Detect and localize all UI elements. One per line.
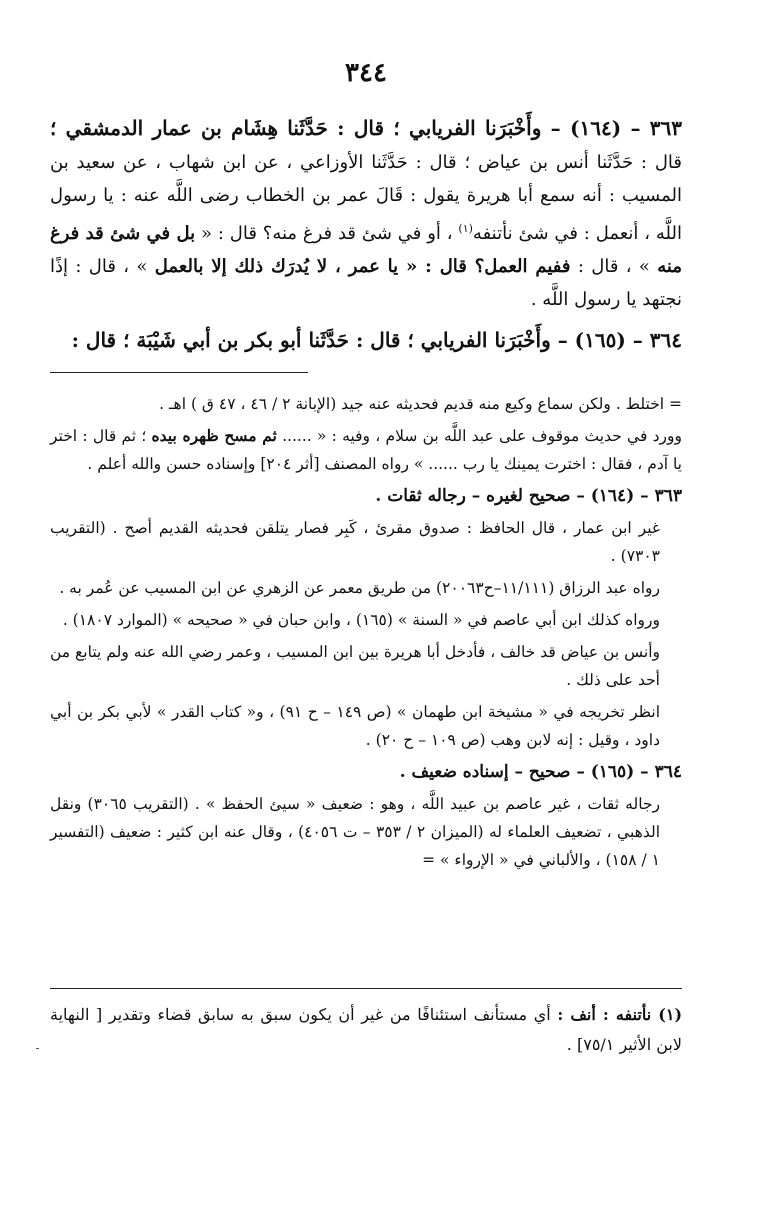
notes-separator <box>50 372 308 373</box>
note-363-a: غير ابن عمار ، قال الحافظ : صدوق مقرئ ، كَبِر فصار يتلقن فحديثه القديم أصح . (التقريب ٧٣٠٣) . <box>50 519 660 565</box>
book-page <box>50 0 682 1213</box>
note-363-e: انظر تخريجه في « مشيخة ابن طهمان » (ص ١٤٩ – ح ٩١) ، و« كتاب القدر » لأبي بكر بن أبي داود ، وقيل : إنه لابن وهب (ص ١٠٩ – ح ٢٠) . <box>50 703 660 749</box>
note-363-c: ورواه كذلك ابن أبي عاصم في « السنة » (١٦٥) ، وابن حبان في « صحيحه » (الموارد ١٨٠٧) . <box>62 611 660 629</box>
hadith-363-body: قال : حَدَّثَنا أنس بن عياض ؛ قال : حَدَّثَنا الأوزاعي ، عن ابن شهاب ، عن سعيد بن المسيب : أنه سمع أبا هريرة يقول : قَالَ عمر بن الخطاب رضى اللَّه عنه : يا رسول اللَّه ، أنعمل : في شئ نأتنفه <box>50 152 683 244</box>
hadith-363-bold1: بل في شئ قد فرغ منه <box>50 223 682 277</box>
note-363-d: وأنس بن عياض قد خالف ، فأدخل أبا هريرة بين ابن المسيب ، وعمر رضي الله عنه ولم يتابع من أحد على ذلك . <box>50 643 660 689</box>
note-363-b: رواه عبد الرزاق (١١/١١١–ح٢٠٠٦٣) من طريق معمر عن الزهري عن ابن المسيب عن عُمر به . <box>59 579 660 597</box>
note-warad <box>50 422 682 478</box>
hadith-363 <box>50 112 682 316</box>
scan-speck <box>36 1048 39 1049</box>
note-warad-a: وورد في حديث موقوف على عبد اللَّه بن سلام ، وفيه : « ...... <box>276 427 682 445</box>
page-number: ٣٤٤ <box>345 58 387 88</box>
note-warad-b: ؛ ثم قال : اختر يا آدم ، فقال : اخترت يمينك يا رب ...... » رواه المصنف [أثر ٢٠٤] وإسناده حسن والله أعلم . <box>50 427 682 473</box>
hadith-363-q3: » ، قال : إذًا نجتهد يا رسول اللَّه . <box>50 256 682 310</box>
note-363-heading: ٣٦٣ – (١٦٤) – صحيح لغيره – رجاله ثقات . <box>375 486 682 506</box>
main-text <box>50 112 682 365</box>
hadith-363-heading: ٣٦٣ – (١٦٤) – وأَخْبَرَنا الفريابي ؛ قال : حَدَّثَنا هِشَام بن عمار الدمشقي ؛ <box>50 116 683 140</box>
footnote-term: أنف : <box>557 1005 596 1024</box>
hadith-363-bold2: ففيم العمل؟ قال : « يا عمر ، لا يُدرَك ذلك إلا بالعمل <box>154 256 571 277</box>
footnote-1 <box>50 1000 682 1060</box>
hadith-363-q1: ، أو في شئ قد فرغ منه؟ قال : « <box>195 223 459 244</box>
note-continuation: = اختلط . ولكن سماع وكيع منه قديم فحديثه عنه جيد (الإبانة ٢ / ٤٦ ، ٤٧ ق ) اهـ . <box>159 395 682 413</box>
note-364-a: رجاله ثقات ، غير عاصم بن عبيد اللَّه ، وهو : ضعيف « سيئ الحفظ » . (التقريب ٣٠٦٥) ونقل الذهبي ، تضعيف العلماء له (الميزان ٢ / ٣٥٣ – ت ٤٠٥٦) ، وقال عنه ابن كثير : ضعيف (التفسير ١ / ١٥٨) ، والألباني في « الإرواء » = <box>50 795 660 869</box>
hadith-363-q2: » ، قال : <box>570 256 658 277</box>
note-364-heading: ٣٦٤ – (١٦٥) – صحيح – إسناده ضعيف . <box>399 762 682 782</box>
hadith-364-heading: ٣٦٤ – (١٦٥) – وأَخْبَرَنا الفريابي ؛ قال : حَدَّثَنا أبو بكر بن أبي شَيْبَة ؛ قال : <box>71 328 682 352</box>
footnote-label: (١) نأتنفه : <box>595 1005 683 1024</box>
footnote-text: أي مستأنف استئنافًا من غير أن يكون سبق به سابق قضاء وتقدير [ النهاية لابن الأثير ٧٥/١] . <box>50 1005 682 1054</box>
footnote-separator <box>50 988 682 989</box>
footnote-ref: (١) <box>458 222 473 235</box>
commentary <box>50 390 682 878</box>
note-warad-bold: ثم مسح ظهره بيده <box>151 426 277 445</box>
